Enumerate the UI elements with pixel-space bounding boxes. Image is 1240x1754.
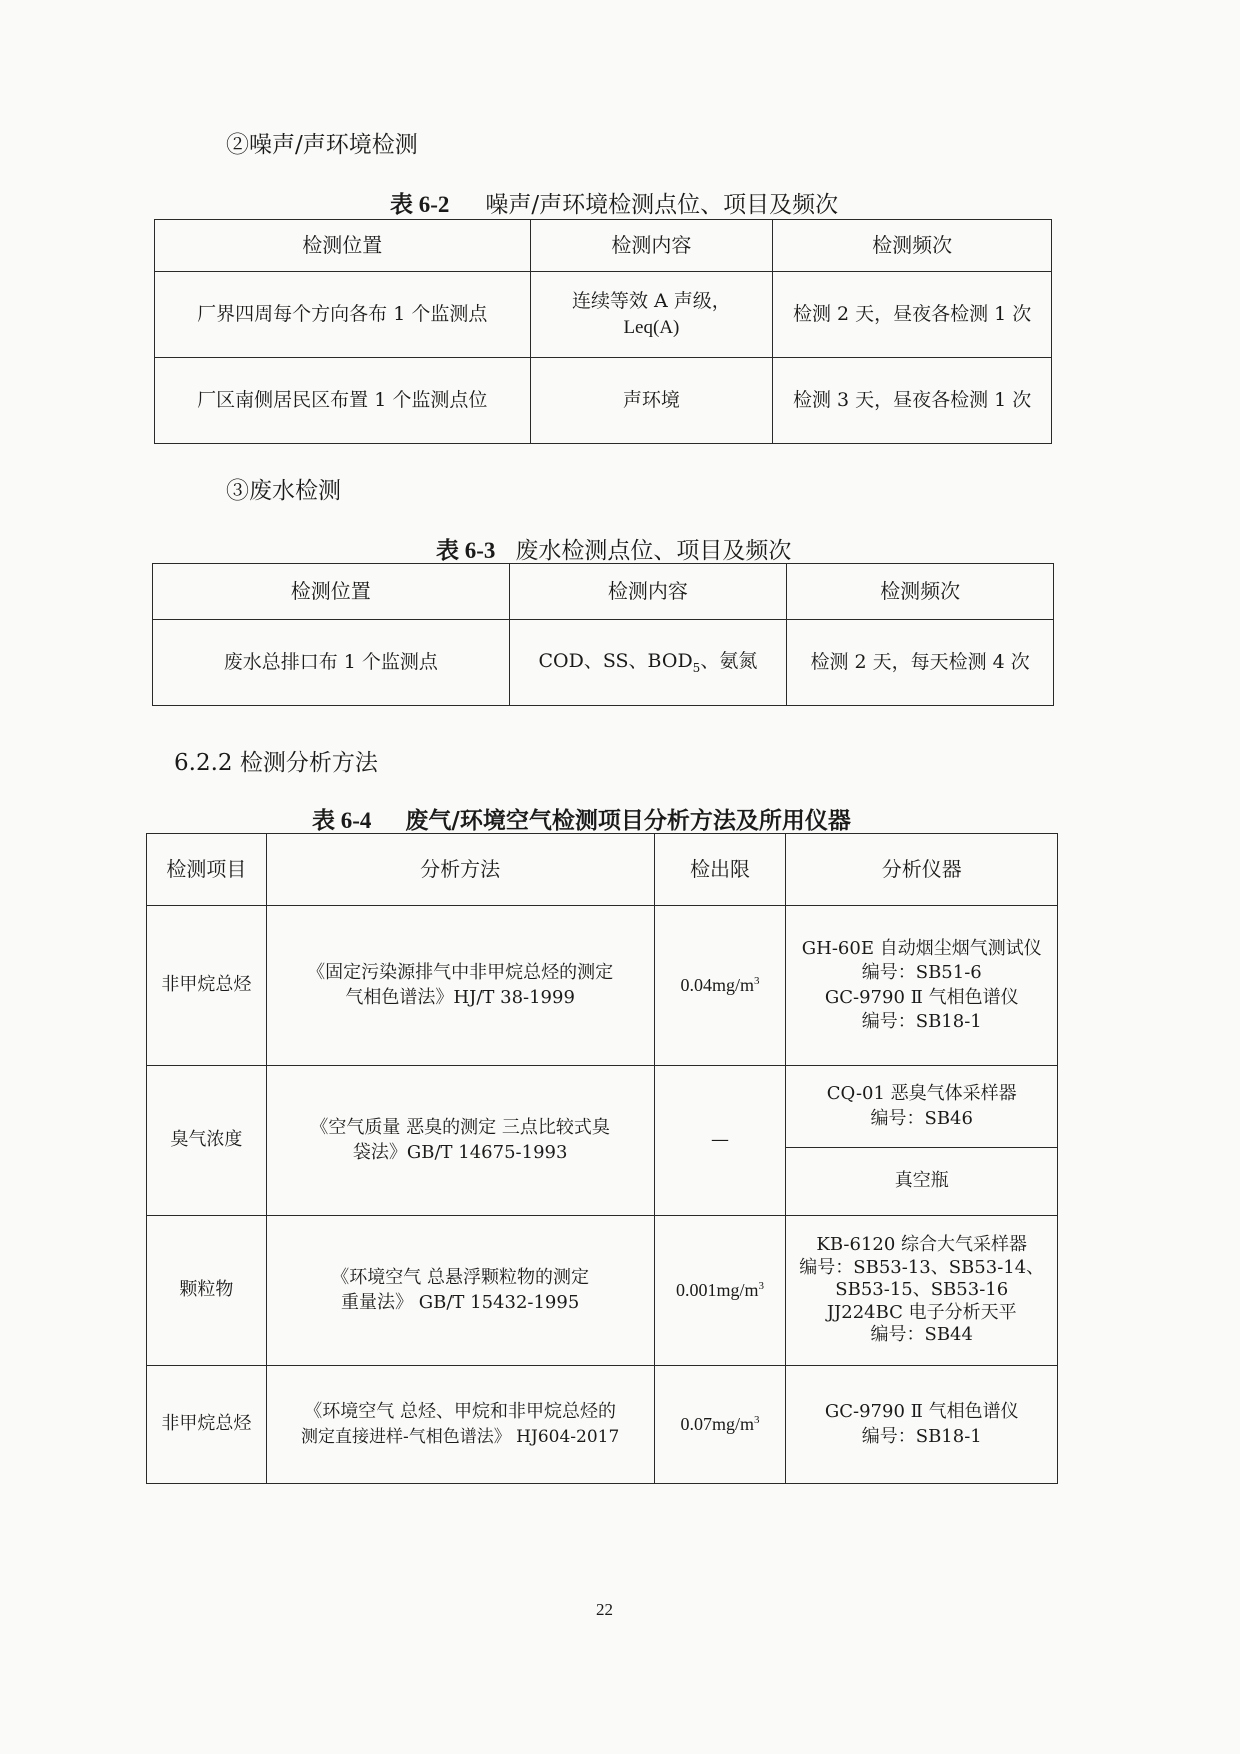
column-header: 检测内容 [530, 220, 773, 272]
instrument-line: KB-6120 综合大气采样器 [816, 1234, 1028, 1256]
table-header-row [155, 220, 1052, 272]
method-line: 测定直接进样-气相色谱法》 HJ604-2017 [301, 1426, 620, 1447]
method-line: 《空气质量 恶臭的测定 三点比较式臭 [310, 1117, 610, 1139]
caption-number: 表 6-2 [390, 192, 450, 217]
cell-frequency: 检测 2 天，昼夜各检测 1 次 [773, 272, 1052, 358]
column-header: 检测位置 [155, 220, 531, 272]
method-line: 《环境空气 总悬浮颗粒物的测定 [331, 1267, 590, 1289]
cell-method [266, 1066, 654, 1216]
table-caption-6-4 [312, 802, 851, 835]
table-caption-6-3 [436, 532, 791, 565]
cell-instrument [786, 1366, 1058, 1484]
instrument-line: JJ224BC 电子分析天平 [826, 1301, 1017, 1323]
page-number: 22 [596, 1600, 613, 1619]
caption-text: 噪声/声环境检测点位、项目及频次 [485, 192, 839, 218]
cell-line: 连续等效 A 声级， [572, 289, 731, 312]
table-row [155, 272, 1052, 358]
cell-content [530, 272, 773, 358]
instrument-line: GC-9790 Ⅱ 气相色谱仪 [824, 1401, 1019, 1423]
instrument-line: 编号：SB51-6 [861, 962, 982, 984]
column-header: 检测位置 [153, 564, 510, 620]
instrument-line: GH-60E 自动烟尘烟气测试仪 [801, 937, 1042, 959]
cell-item: 臭气浓度 [147, 1066, 267, 1216]
cell-position: 厂区南侧居民区布置 1 个监测点位 [155, 358, 531, 444]
caption-number: 表 6-4 [312, 808, 372, 833]
superscript: 3 [758, 1280, 765, 1293]
cell-item: 非甲烷总烃 [147, 906, 267, 1066]
cell-method [266, 906, 654, 1066]
caption-text: 废水检测点位、项目及频次 [515, 538, 792, 564]
method-line: 《固定污染源排气中非甲烷总烃的测定 [307, 962, 614, 984]
cell-limit: — [654, 1066, 786, 1216]
cell-instrument: 真空瓶 [786, 1148, 1058, 1216]
instrument-line: 编号：SB44 [870, 1324, 973, 1346]
caption-number: 表 6-3 [436, 538, 496, 563]
cell-instrument [786, 1216, 1058, 1366]
instrument-line: 编号：SB53-13、SB53-14、 [799, 1256, 1045, 1278]
cell-content [509, 620, 787, 706]
cell-limit [654, 906, 786, 1066]
column-header: 检测内容 [509, 564, 787, 620]
instrument-line: CQ-01 恶臭气体采样器 [826, 1083, 1017, 1105]
table-6-3 [152, 563, 1054, 706]
column-header: 检测频次 [773, 220, 1052, 272]
cell-position: 厂界四周每个方向各布 1 个监测点 [155, 272, 531, 358]
cell-frequency: 检测 2 天，每天检测 4 次 [787, 620, 1054, 706]
table-header-row [147, 834, 1058, 906]
column-header: 检测频次 [787, 564, 1054, 620]
section-heading-noise: ②噪声/声环境检测 [226, 132, 418, 158]
table-caption-6-2 [390, 186, 838, 219]
cell-method [266, 1216, 654, 1366]
method-line: 《环境空气 总烃、甲烷和非甲烷总烃的 [304, 1401, 617, 1423]
cell-item: 颗粒物 [147, 1216, 267, 1366]
caption-text: 废气/环境空气检测项目分析方法及所用仪器 [405, 807, 851, 834]
subscript: 5 [692, 660, 701, 675]
column-header: 检出限 [654, 834, 786, 906]
table-row [147, 1066, 1058, 1148]
column-header: 分析仪器 [786, 834, 1058, 906]
table-row [155, 358, 1052, 444]
cell-instrument [786, 906, 1058, 1066]
table-6-2 [154, 219, 1052, 444]
cell-item: 非甲烷总烃 [147, 1366, 267, 1484]
limit-value: 0.04mg/m [680, 975, 755, 996]
method-line: 气相色谱法》HJ/T 38-1999 [345, 986, 575, 1008]
table-row [147, 906, 1058, 1066]
cell-limit [654, 1366, 786, 1484]
table-6-4 [146, 833, 1058, 1484]
instrument-line: GC-9790 Ⅱ 气相色谱仪 [824, 986, 1019, 1008]
table-row [153, 620, 1054, 706]
method-line: 袋法》GB/T 14675-1993 [352, 1141, 568, 1163]
column-header: 检测项目 [147, 834, 267, 906]
limit-value: 0.001mg/m [676, 1280, 759, 1301]
table-row [147, 1216, 1058, 1366]
superscript: 3 [754, 975, 760, 988]
superscript: 3 [754, 1414, 760, 1427]
content-text: COD、SS、BOD [538, 650, 693, 672]
cell-method [266, 1366, 654, 1484]
cell-position: 废水总排口布 1 个监测点 [153, 620, 510, 706]
instrument-line: 编号：SB18-1 [861, 1425, 982, 1447]
method-line: 重量法》 GB/T 15432-1995 [341, 1291, 580, 1313]
cell-line: Leq(A) [623, 316, 680, 338]
instrument-line: 编号：SB46 [870, 1107, 973, 1129]
instrument-line: SB53-15、SB53-16 [835, 1279, 1009, 1301]
limit-value: 0.07mg/m [680, 1414, 755, 1435]
cell-limit [654, 1216, 786, 1366]
content-text: 、氨氮 [700, 650, 758, 672]
cell-content: 声环境 [530, 358, 773, 444]
table-row [147, 1366, 1058, 1484]
table-header-row [153, 564, 1054, 620]
section-heading-wastewater: ③废水检测 [226, 478, 341, 504]
cell-frequency: 检测 3 天，昼夜各检测 1 次 [773, 358, 1052, 444]
section-heading-method: 6.2.2 检测分析方法 [174, 750, 378, 776]
instrument-line: 编号：SB18-1 [861, 1010, 982, 1032]
column-header: 分析方法 [266, 834, 654, 906]
cell-instrument [786, 1066, 1058, 1148]
